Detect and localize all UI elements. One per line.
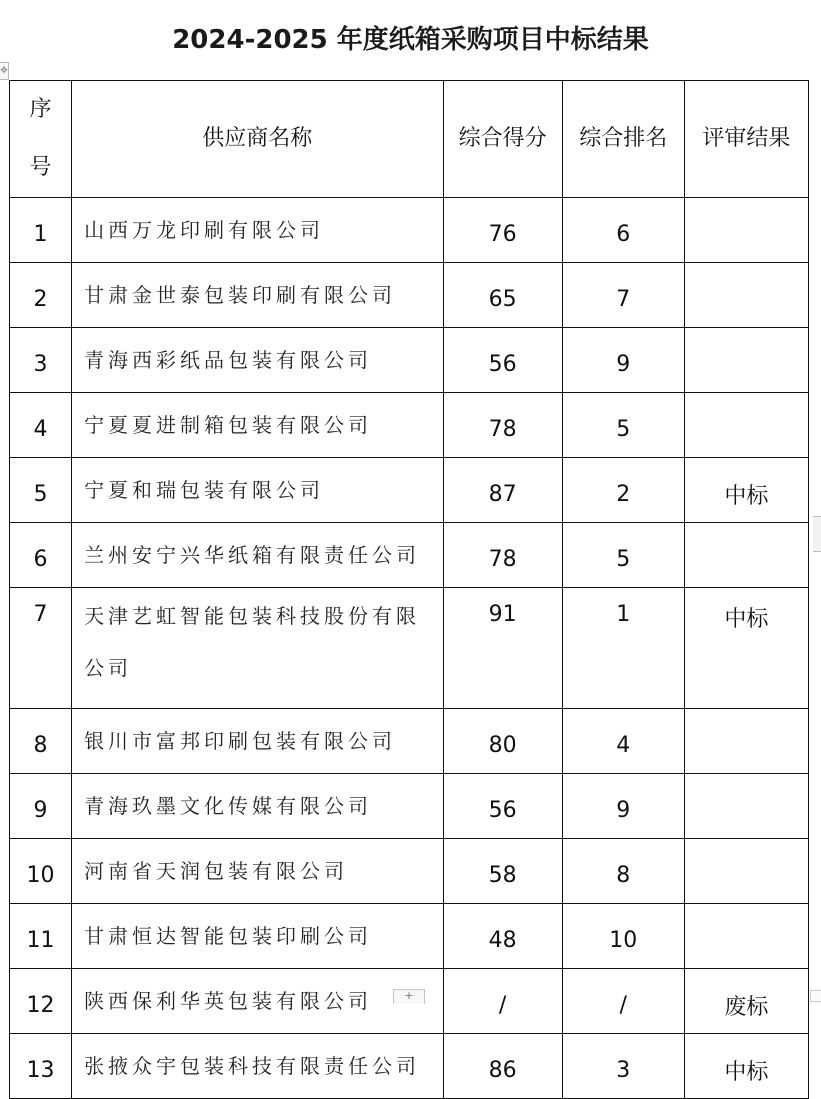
cell-result: [684, 774, 808, 839]
cell-seq: 7: [10, 588, 72, 709]
cell-score: 87: [443, 458, 562, 523]
table-row: [10, 328, 809, 393]
table-row: [10, 1034, 809, 1099]
cell-result-void: 废标: [684, 969, 808, 1034]
cell-seq: 11: [10, 904, 72, 969]
cell-supplier: 陕西保利华英包装有限公司: [72, 969, 443, 1034]
cell-supplier: 兰州安宁兴华纸箱有限责任公司: [72, 523, 443, 588]
cell-supplier: 银川市富邦印刷包装有限公司: [72, 709, 443, 774]
cell-result: [684, 523, 808, 588]
cell-result-won: 中标: [684, 1034, 808, 1099]
header-score: 综合得分: [443, 81, 562, 198]
cell-result: [684, 328, 808, 393]
cell-seq: 1: [10, 198, 72, 263]
cell-seq: 3: [10, 328, 72, 393]
cell-supplier: 张掖众宇包装科技有限责任公司: [72, 1034, 443, 1099]
cell-seq: 6: [10, 523, 72, 588]
cell-result: [684, 839, 808, 904]
header-result: 评审结果: [684, 81, 808, 198]
cell-result: [684, 904, 808, 969]
cell-result: [684, 198, 808, 263]
cell-seq: 12: [10, 969, 72, 1034]
cell-supplier: 河南省天润包装有限公司: [72, 839, 443, 904]
table-resize-corner-icon[interactable]: [810, 990, 821, 1002]
cell-result: [684, 709, 808, 774]
cell-supplier: 青海玖墨文化传媒有限公司: [72, 774, 443, 839]
cell-rank: 6: [562, 198, 684, 263]
cell-supplier: 宁夏和瑞包装有限公司: [72, 458, 443, 523]
cell-rank: 4: [562, 709, 684, 774]
table-row: [10, 198, 809, 263]
table-row: [10, 588, 809, 709]
header-seq: 序号: [10, 81, 72, 198]
cell-seq: 10: [10, 839, 72, 904]
cell-supplier: 甘肃恒达智能包装印刷公司: [72, 904, 443, 969]
cell-score: 65: [443, 263, 562, 328]
cell-seq: 8: [10, 709, 72, 774]
cell-result-won: 中标: [684, 588, 808, 709]
cell-rank: /: [562, 969, 684, 1034]
cell-score: 58: [443, 839, 562, 904]
cell-score: 86: [443, 1034, 562, 1099]
cell-score: /: [443, 969, 562, 1034]
cell-score: 76: [443, 198, 562, 263]
add-row-button[interactable]: +: [393, 989, 425, 1004]
bid-results-table: [9, 80, 809, 1099]
table-row: [10, 904, 809, 969]
cell-supplier: 宁夏夏进制箱包装有限公司: [72, 393, 443, 458]
cell-rank: 9: [562, 328, 684, 393]
cell-rank: 5: [562, 393, 684, 458]
row-resize-handle[interactable]: [813, 516, 821, 552]
cell-supplier: 青海西彩纸品包装有限公司: [72, 328, 443, 393]
cell-seq: 2: [10, 263, 72, 328]
cell-score: 91: [443, 588, 562, 709]
cell-supplier: 甘肃金世泰包装印刷有限公司: [72, 263, 443, 328]
cell-supplier: 天津艺虹智能包装科技股份有限公司: [72, 588, 443, 709]
cell-result: [684, 263, 808, 328]
cell-rank: 2: [562, 458, 684, 523]
table-row: [10, 709, 809, 774]
document-title: 2024-2025 年度纸箱采购项目中标结果: [172, 25, 649, 55]
table-row: [10, 263, 809, 328]
table-row: [10, 393, 809, 458]
cell-score: 78: [443, 393, 562, 458]
cell-score: 48: [443, 904, 562, 969]
cell-seq: 5: [10, 458, 72, 523]
cell-rank: 7: [562, 263, 684, 328]
cell-rank: 5: [562, 523, 684, 588]
cell-result-won: 中标: [684, 458, 808, 523]
cell-rank: 3: [562, 1034, 684, 1099]
cell-score: 78: [443, 523, 562, 588]
cell-supplier: 山西万龙印刷有限公司: [72, 198, 443, 263]
cell-score: 56: [443, 328, 562, 393]
cell-rank: 10: [562, 904, 684, 969]
cell-score: 80: [443, 709, 562, 774]
cell-seq: 13: [10, 1034, 72, 1099]
cell-result: [684, 393, 808, 458]
table-row: [10, 458, 809, 523]
cell-seq: 9: [10, 774, 72, 839]
header-rank: 综合排名: [562, 81, 684, 198]
cell-score: 56: [443, 774, 562, 839]
cell-seq: 4: [10, 393, 72, 458]
table-row: [10, 523, 809, 588]
cell-rank: 1: [562, 588, 684, 709]
cell-rank: 9: [562, 774, 684, 839]
table-row: [10, 774, 809, 839]
table-header-row: [10, 81, 809, 198]
table-row: [10, 839, 809, 904]
table-move-handle-icon[interactable]: ✥: [0, 62, 9, 80]
header-supplier: 供应商名称: [72, 81, 443, 198]
cell-rank: 8: [562, 839, 684, 904]
